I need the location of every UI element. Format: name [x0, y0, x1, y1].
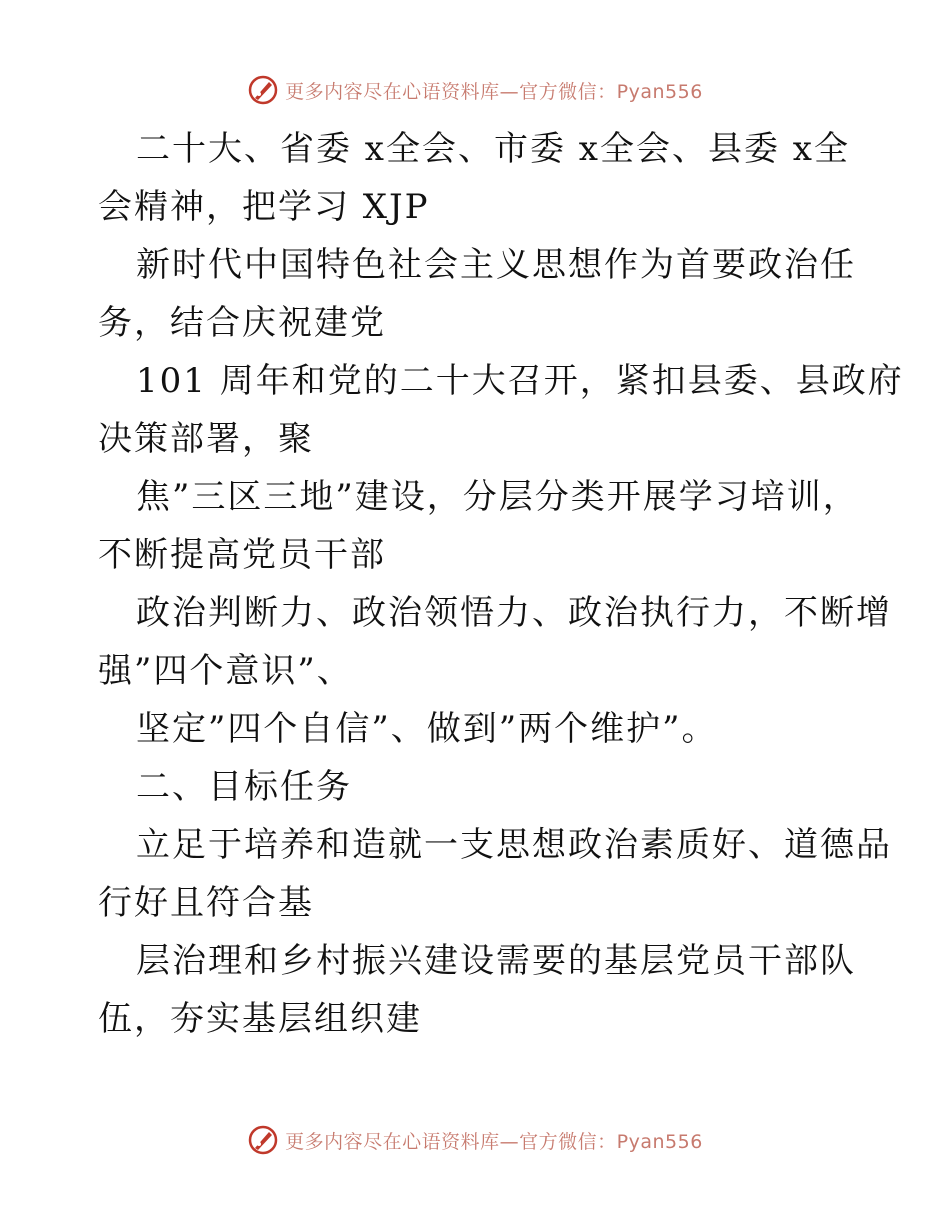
text-line: 新时代中国特色社会主义思想作为首要政治任	[136, 245, 856, 285]
text-line: 会精神，把学习 XJP	[98, 187, 430, 227]
text-line: 务，结合庆祝建党	[98, 303, 386, 343]
text-line: 强”四个意识”、	[98, 651, 353, 691]
text-line: 立足于培养和造就一支思想政治素质好、道德品	[136, 825, 892, 865]
text-line: 坚定”四个自信”、做到”两个维护”。	[136, 709, 718, 749]
text-line: 不断提高党员干部	[98, 535, 386, 575]
text-line: 决策部署，聚	[98, 419, 314, 459]
watermark-text: 更多内容尽在心语资料库—官方微信：Pyan556	[285, 1130, 703, 1153]
quill-logo-icon	[247, 1124, 279, 1156]
watermark-text: 更多内容尽在心语资料库—官方微信：Pyan556	[285, 80, 703, 103]
text-line: 政治判断力、政治领悟力、政治执行力，不断增	[136, 593, 892, 633]
text-line: 101 周年和党的二十大召开，紧扣县委、县政府	[136, 361, 904, 401]
footer-watermark	[0, 1120, 950, 1160]
document-body	[98, 120, 904, 1048]
text-line: 层治理和乡村振兴建设需要的基层党员干部队	[136, 941, 856, 981]
section-heading: 二、目标任务	[136, 767, 352, 807]
header-watermark	[0, 70, 950, 110]
text-line: 行好且符合基	[98, 883, 314, 923]
text-line: 伍，夯实基层组织建	[98, 999, 422, 1039]
text-line: 焦”三区三地”建设，分层分类开展学习培训，	[136, 477, 859, 517]
text-line: 二十大、省委 x全会、市委 x全会、县委 x全	[136, 129, 850, 169]
quill-logo-icon	[247, 74, 279, 106]
